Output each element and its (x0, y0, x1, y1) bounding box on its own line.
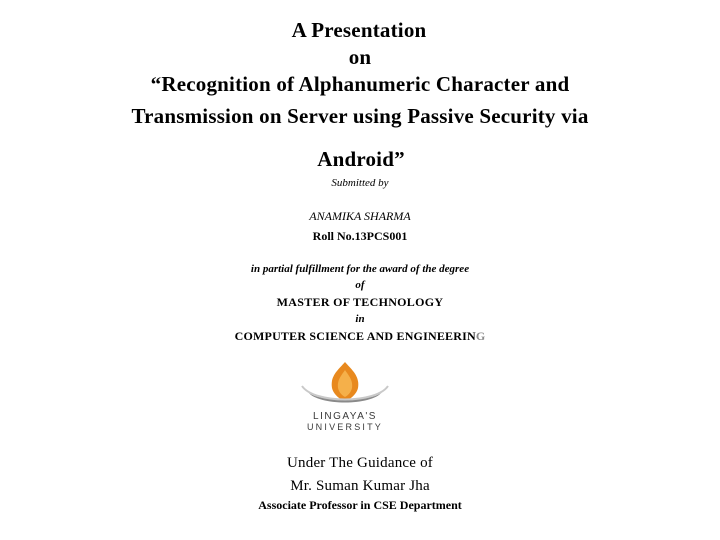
department-name (0, 329, 720, 344)
title-line-5: Android” (317, 147, 405, 171)
roll-number: Roll No.13PCS001 (312, 229, 408, 243)
university-logo-icon (286, 358, 404, 434)
author-name: ANAMIKA SHARMA (309, 209, 411, 223)
logo-text-line-2: UNIVERSITY (306, 422, 384, 432)
guide-name: Mr. Suman Kumar Jha (290, 478, 430, 494)
title-line-3: “Recognition of Alphanumeric Character and (150, 72, 570, 96)
title-line-2: on (348, 45, 372, 69)
degree-name: MASTER OF TECHNOLOGY (276, 295, 444, 309)
logo-text-line-1: LINGAYA'S (313, 411, 377, 422)
degree-in-text: in (355, 313, 365, 325)
submitted-by-label: Submitted by (331, 177, 389, 189)
degree-of-text: of (355, 279, 365, 291)
degree-partial-text: in partial fulfillment for the award of the degree (250, 263, 470, 275)
title-line-4: Transmission on Server using Passive Security via (131, 104, 589, 128)
department-name-last-letter: G (475, 329, 486, 343)
department-name-main: COMPUTER SCIENCE AND ENGINEERIN (234, 329, 476, 343)
guidance-label: Under The Guidance of (287, 455, 433, 471)
title-line-1: A Presentation (291, 18, 427, 42)
guide-designation: Associate Professor in CSE Department (258, 498, 462, 512)
